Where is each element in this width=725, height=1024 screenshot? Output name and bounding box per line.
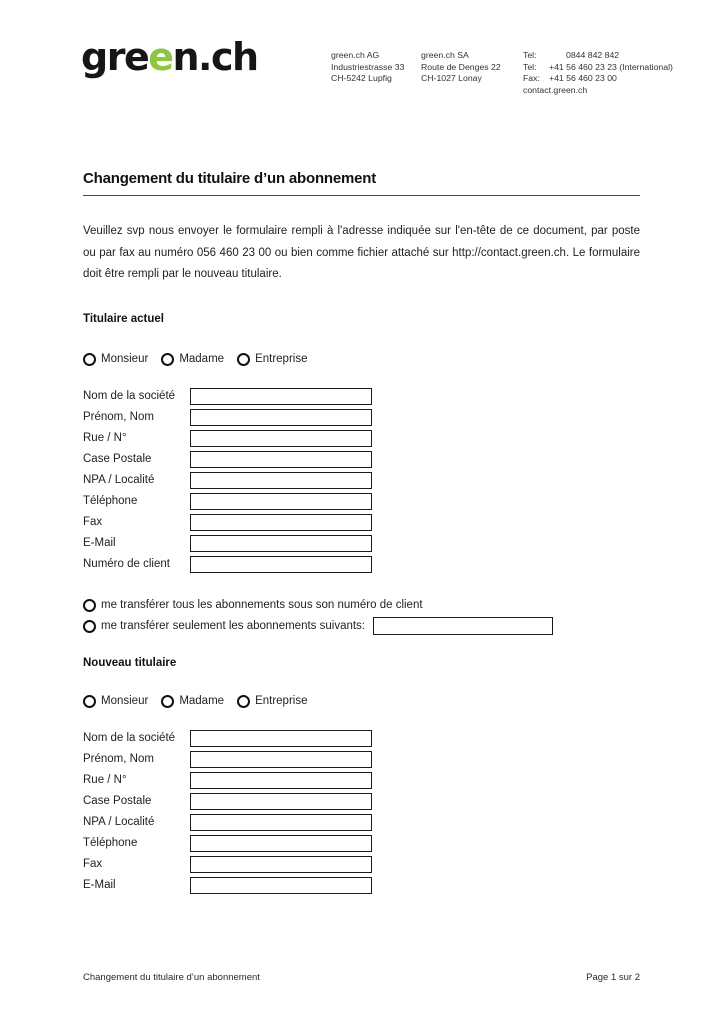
current-prenom-nom-input[interactable] xyxy=(190,409,372,426)
new-fax-input[interactable] xyxy=(190,856,372,873)
transfer-subscriptions-input[interactable] xyxy=(373,617,553,635)
header-address-lupfig xyxy=(331,50,404,85)
field-label-numero-client: Numéro de client xyxy=(83,557,170,570)
fax-label: Fax: xyxy=(523,73,540,83)
new-field-row xyxy=(83,751,640,768)
new-field-row xyxy=(83,814,640,831)
field-label-email: E-Mail xyxy=(83,536,116,549)
field-label-societe: Nom de la société xyxy=(83,731,176,744)
field-label-npa-localite: NPA / Localité xyxy=(83,473,155,486)
header-address-lonay xyxy=(421,50,501,85)
current-field-row xyxy=(83,556,640,573)
current-option-monsieur[interactable] xyxy=(83,353,148,366)
radio-button-icon[interactable] xyxy=(161,353,174,366)
office1-city: CH-5242 Lupfig xyxy=(331,73,392,83)
intro-paragraph: Veuillez svp nous envoyer le formulaire rempli à l'adresse indiquée sur l'en-tête de ce document, par poste ou par fax au numéro 056 460 23 00 ou bien comme fichier attaché sur http://contact.green.ch. Le formulaire doit être rempli par le nouveau titulaire. xyxy=(83,225,640,280)
current-field-row xyxy=(83,493,640,510)
tel-value-1: 0844 842 842 xyxy=(566,50,620,60)
current-numero-client-input[interactable] xyxy=(190,556,372,573)
current-salutation-group xyxy=(83,353,640,366)
current-holder-heading: Titulaire actuel xyxy=(83,312,164,325)
transfer-options-group xyxy=(83,597,640,635)
new-case-postale-input[interactable] xyxy=(190,793,372,810)
office1-name: green.ch AG xyxy=(331,50,380,60)
current-field-row xyxy=(83,514,640,531)
transfer-option-selected[interactable] xyxy=(83,618,640,635)
website-text: contact.green.ch xyxy=(523,84,588,95)
field-label-email: E-Mail xyxy=(83,878,116,891)
new-field-row xyxy=(83,877,640,894)
radio-button-icon[interactable] xyxy=(237,353,250,366)
new-holder-section xyxy=(83,657,640,894)
field-label-societe: Nom de la société xyxy=(83,389,176,402)
logo-accent-letter: e xyxy=(148,35,173,79)
page-title: Changement du titulaire d’un abonnement xyxy=(83,170,640,196)
new-prenom-nom-input[interactable] xyxy=(190,751,372,768)
form-body xyxy=(83,170,640,898)
current-field-row xyxy=(83,430,640,447)
current-npa-localite-input[interactable] xyxy=(190,472,372,489)
option-label-madame: Madame xyxy=(179,353,225,365)
fax-value: +41 56 460 23 00 xyxy=(549,73,617,83)
current-field-row xyxy=(83,388,640,405)
radio-button-icon[interactable] xyxy=(161,695,174,708)
field-label-prenom-nom: Prénom, Nom xyxy=(83,410,154,423)
new-email-input[interactable] xyxy=(190,877,372,894)
new-field-row xyxy=(83,730,640,747)
tel-label-1: Tel: xyxy=(523,50,537,60)
current-field-row xyxy=(83,472,640,489)
office2-street: Route de Denges 22 xyxy=(421,61,501,72)
new-field-row xyxy=(83,772,640,789)
field-label-prenom-nom: Prénom, Nom xyxy=(83,752,154,765)
transfer-all-label: me transférer tous les abonnements sous son numéro de client xyxy=(101,599,423,611)
new-field-row xyxy=(83,793,640,810)
new-option-madame[interactable] xyxy=(161,695,224,708)
contact-row-website xyxy=(523,85,673,97)
current-fax-input[interactable] xyxy=(190,514,372,531)
new-holder-heading: Nouveau titulaire xyxy=(83,656,177,669)
new-salutation-group xyxy=(83,695,640,708)
new-option-entreprise[interactable] xyxy=(237,695,307,708)
green-ch-logo xyxy=(81,35,258,79)
header-contact-block xyxy=(523,50,673,96)
page-footer xyxy=(83,972,640,983)
radio-button-icon[interactable] xyxy=(83,353,96,366)
radio-button-icon[interactable] xyxy=(83,599,96,612)
logo-text-part1: gre xyxy=(81,35,149,79)
option-label-madame: Madame xyxy=(179,695,225,707)
radio-button-icon[interactable] xyxy=(83,695,96,708)
transfer-option-all[interactable] xyxy=(83,597,640,614)
current-rue-input[interactable] xyxy=(190,430,372,447)
current-option-madame[interactable] xyxy=(161,353,224,366)
field-label-case-postale: Case Postale xyxy=(83,794,152,807)
current-field-row xyxy=(83,451,640,468)
current-societe-input[interactable] xyxy=(190,388,372,405)
new-rue-input[interactable] xyxy=(190,772,372,789)
office2-city: CH-1027 Lonay xyxy=(421,73,482,83)
option-label-entreprise: Entreprise xyxy=(255,353,308,365)
field-label-rue: Rue / N° xyxy=(83,773,127,786)
current-email-input[interactable] xyxy=(190,535,372,552)
option-label-monsieur: Monsieur xyxy=(101,353,149,365)
contact-row-tel-2 xyxy=(523,62,673,74)
footer-document-title: Changement du titulaire d’un abonnement xyxy=(83,972,260,983)
radio-button-icon[interactable] xyxy=(83,620,96,633)
tel-value-2: +41 56 460 23 23 (International) xyxy=(549,61,673,72)
new-option-monsieur[interactable] xyxy=(83,695,148,708)
new-societe-input[interactable] xyxy=(190,730,372,747)
field-label-telephone: Téléphone xyxy=(83,494,138,507)
new-field-row xyxy=(83,835,640,852)
field-label-telephone: Téléphone xyxy=(83,836,138,849)
option-label-monsieur: Monsieur xyxy=(101,695,149,707)
field-label-fax: Fax xyxy=(83,857,103,870)
current-option-entreprise[interactable] xyxy=(237,353,307,366)
contact-row-tel-1 xyxy=(523,50,673,62)
office2-name: green.ch SA xyxy=(421,50,469,60)
footer-page-number: Page 1 sur 2 xyxy=(586,972,640,983)
field-label-fax: Fax xyxy=(83,515,103,528)
current-field-row xyxy=(83,409,640,426)
logo-text-part2: n.ch xyxy=(172,35,258,79)
field-label-rue: Rue / N° xyxy=(83,431,127,444)
current-case-postale-input[interactable] xyxy=(190,451,372,468)
contact-row-fax xyxy=(523,73,673,85)
current-field-row xyxy=(83,535,640,552)
field-label-npa-localite: NPA / Localité xyxy=(83,815,155,828)
office1-street: Industriestrasse 33 xyxy=(331,61,405,72)
new-field-row xyxy=(83,856,640,873)
new-telephone-input[interactable] xyxy=(190,835,372,852)
new-npa-localite-input[interactable] xyxy=(190,814,372,831)
tel-label-2: Tel: xyxy=(523,61,537,72)
option-label-entreprise: Entreprise xyxy=(255,695,308,707)
field-label-case-postale: Case Postale xyxy=(83,452,152,465)
radio-button-icon[interactable] xyxy=(237,695,250,708)
transfer-selected-label: me transférer seulement les abonnements suivants: xyxy=(101,620,365,632)
current-telephone-input[interactable] xyxy=(190,493,372,510)
